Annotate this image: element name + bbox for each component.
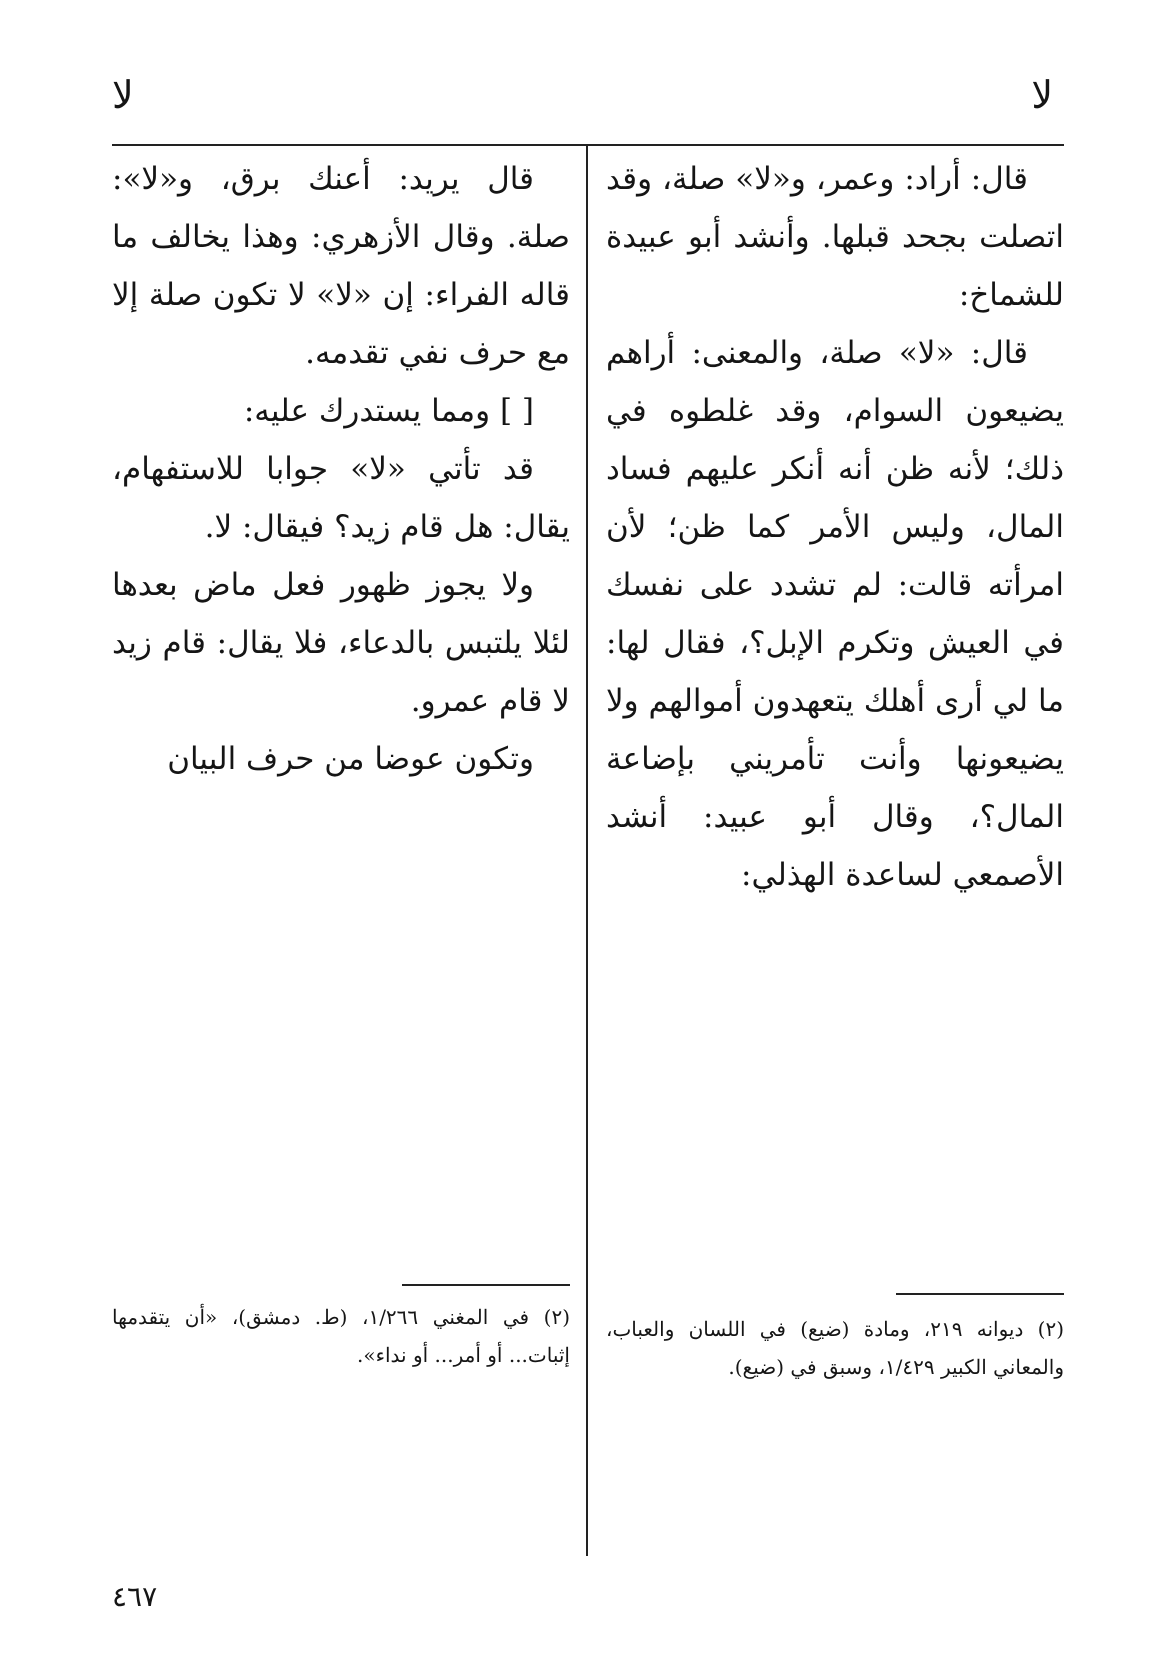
footnote-rule-left [402,1284,570,1286]
left-column [112,150,570,788]
footnotes-right [606,1310,1064,1386]
running-head-left: لا [112,73,134,117]
header-rule [112,144,1064,146]
footnote: (٢) ديوانه ٢١٩، ومادة (ضيع) في اللسان والعباب، والمعاني الكبير ١/٤٢٩، وسبق في (ضيع). [606,1317,1064,1379]
paragraph: قد تأتي «لا» جوابا للاستفهام، يقال: هل قام زيد؟ فيقال: لا. [112,451,570,545]
paragraph: قال يريد: أعنك برق، و«لا»: صلة. وقال الأزهري: وهذا يخالف ما قاله الفراء: إن «لا» لا تكون صلة إلا مع حرف نفي تقدمه. [112,161,570,371]
paragraph: [ ] ومما يستدرك عليه: [243,393,534,429]
footnote-rule-right [896,1293,1064,1295]
page-number: ٤٦٧ [112,1580,158,1613]
paragraph: قال: «لا» صلة، والمعنى: أراهم يضيعون السوام، وقد غلطوه في ذلك؛ لأنه ظن أنه أنكر عليهم فساد المال، وليس الأمر كما ظن؛ لأن امرأته قالت: لم تشدد على نفسك في العيش وتكرم الإبل؟، فقال لها: ما لي أرى أهلك يتعهدون أموالهم ولا يضيعونها وأنت تأمريني بإضاعة المال؟، وقال أبو عبيد: أنشد الأصمعي لساعدة الهذلي: [606,335,1064,893]
footnote: (٢) في المغني ١/٢٦٦، (ط. دمشق)، «أن يتقدمها إثبات... أو أمر... أو نداء». [112,1305,570,1367]
running-head-right: لا [1031,73,1053,117]
column-divider [586,146,588,1556]
paragraph: قال: أراد: وعمر، و«لا» صلة، وقد اتصلت بجحد قبلها. وأنشد أبو عبيدة للشماخ: [606,161,1064,313]
paragraph: ولا يجوز ظهور فعل ماض بعدها لئلا يلتبس بالدعاء، فلا يقال: قام زيد لا قام عمرو. [112,567,570,719]
paragraph: وتكون عوضا من حرف البيان [167,741,534,777]
right-column [606,150,1064,904]
footnotes-left [112,1298,570,1374]
